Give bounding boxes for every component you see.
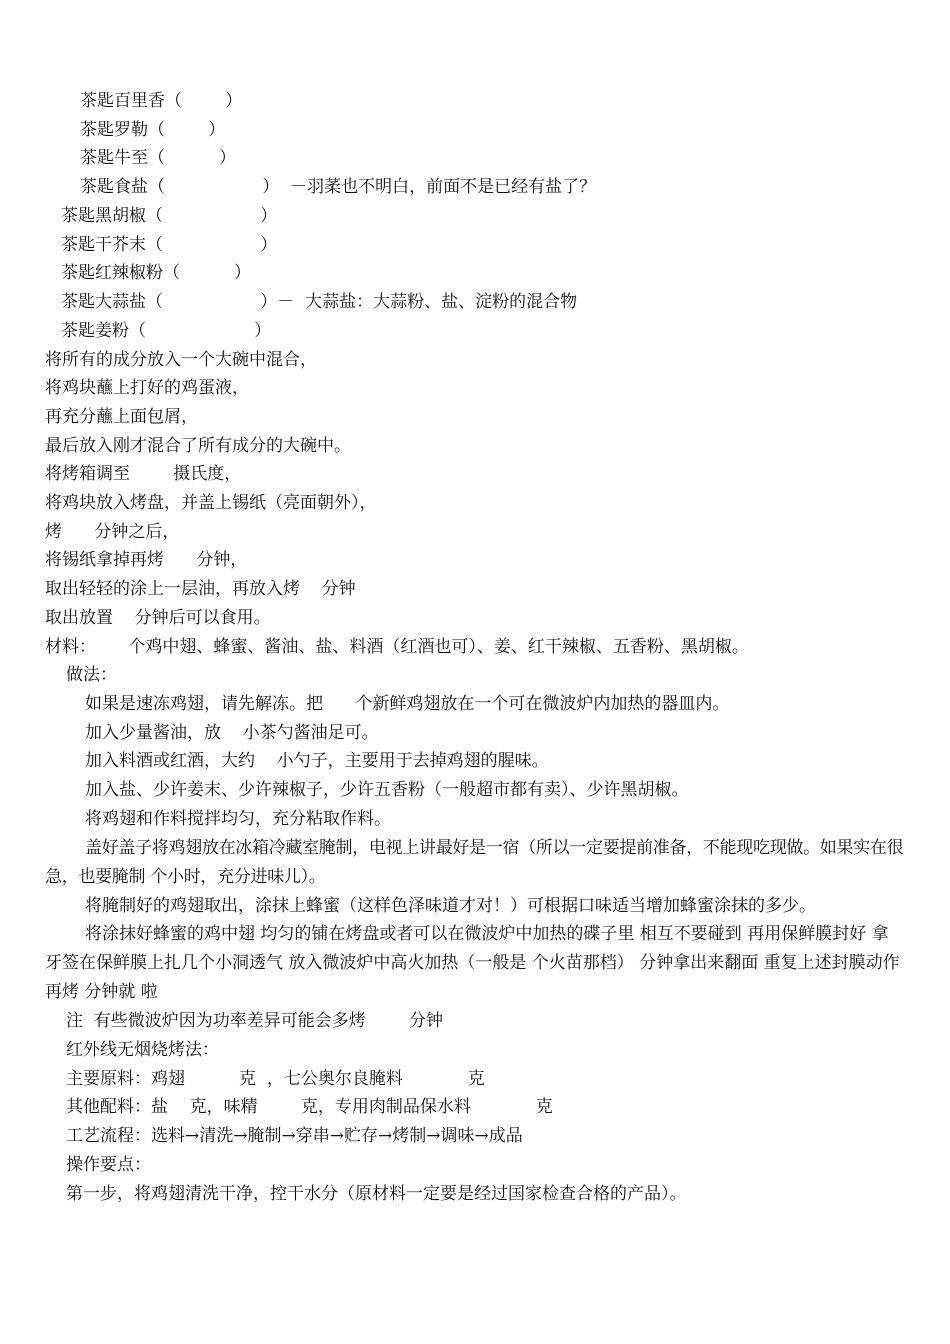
method-step: 将鸡翅和作料搅拌均匀，充分粘取作料。 (85, 809, 391, 829)
materials-line: 材料： 个鸡中翅、蜂蜜、酱油、盐、料酒（红酒也可）、姜、红干辣椒、五香粉、黑胡椒。 (45, 637, 749, 657)
process-flow: 工艺流程：选料→清洗→腌制→穿串→贮存→烤制→调味→成品 (66, 1126, 523, 1146)
marinate-paragraph: 盖好盖子将鸡翅放在冰箱冷藏室腌制，电视上讲最好是一宿（所以一定要提前准备，不能现吃现做。如果实在很急，也要腌制 个小时，充分进味儿）。 (45, 838, 904, 887)
step-line: 将锡纸拿掉再烤 分钟， (45, 550, 248, 570)
step-line: 将所有的成分放入一个大碗中混合， (45, 350, 317, 370)
ingredient-oregano: 茶匙牛至（ ） (80, 148, 237, 168)
ingredient-black-pepper: 茶匙黑胡椒（ ） (61, 206, 278, 226)
step-one: 第一步，将鸡翅清洗干净，控干水分（原材料一定要是经过国家检查合格的产品）。 (66, 1184, 687, 1204)
section-heading: 红外线无烟烧烤法： (66, 1040, 219, 1060)
ingredient-paprika: 茶匙红辣椒粉（ ） (61, 263, 252, 283)
note-line: 注 有些微波炉因为功率差异可能会多烤 分钟 (66, 1011, 444, 1031)
step-line: 将烤箱调至 摄氏度， (45, 464, 242, 484)
main-ingredients: 主要原料：鸡翅 克 ，七公奥尔良腌料 克 (66, 1069, 485, 1089)
key-points-heading: 操作要点： (66, 1155, 151, 1175)
step-line: 取出轻轻的涂上一层油，再放入烤 分钟 (45, 579, 356, 599)
method-step: 加入少量酱油，放 小茶勺酱油足可。 (85, 723, 379, 743)
ingredient-thyme: 茶匙百里香（ ） (80, 91, 243, 111)
ingredient-salt: 茶匙食盐（ ） －羽葇也不明白，前面不是已经有盐了？ (80, 177, 597, 197)
step-line: 再充分蘸上面包屑， (45, 407, 198, 427)
ingredient-garlic-salt: 茶匙大蒜盐（ ）－ 大蒜盐：大蒜粉、盐、淀粉的混合物 (61, 292, 578, 312)
microwave-paragraph: 将涂抹好蜂蜜的鸡中翅 均匀的铺在烤盘或者可以在微波炉中加热的碟子里 相互不要碰到 再用保鲜膜封好 拿牙签在保鲜膜上扎几个小洞透气 放入微波炉中高火加热（一般是 个火苗那档） 分钟拿出来翻面 重复上述封膜动作 再烤 分钟就 啦 (45, 924, 900, 1002)
step-line: 烤 分钟之后， (45, 522, 180, 542)
method-step: 加入盐、少许姜末、少许辣椒子，少许五香粉（一般超市都有卖）、少许黑胡椒。 (85, 780, 689, 800)
other-ingredients: 其他配料：盐 克，味精 克，专用肉制品保水料 克 (66, 1097, 553, 1117)
method-heading: 做法： (66, 665, 117, 685)
ingredient-basil: 茶匙罗勒（ ） (80, 120, 226, 140)
ingredient-ginger: 茶匙姜粉（ ） (61, 321, 272, 341)
method-step: 将腌制好的鸡翅取出，涂抹上蜂蜜（这样色泽味道才对！）可根据口味适当增加蜂蜜涂抹的多少。 (85, 896, 816, 916)
method-step: 如果是速冻鸡翅，请先解冻。把 个新鲜鸡翅放在一个可在微波炉内加热的器皿内。 (85, 694, 730, 714)
step-line: 最后放入刚才混合了所有成分的大碗中。 (45, 436, 351, 456)
step-line: 将鸡块放入烤盘，并盖上锡纸（亮面朝外）， (45, 493, 377, 513)
method-step: 加入料酒或红酒，大约 小勺子，主要用于去掉鸡翅的腥味。 (85, 751, 549, 771)
ingredient-mustard: 茶匙干芥末（ ） (61, 235, 278, 255)
step-line: 取出放置 分钟后可以食用。 (45, 608, 271, 628)
step-line: 将鸡块蘸上打好的鸡蛋液， (45, 378, 249, 398)
